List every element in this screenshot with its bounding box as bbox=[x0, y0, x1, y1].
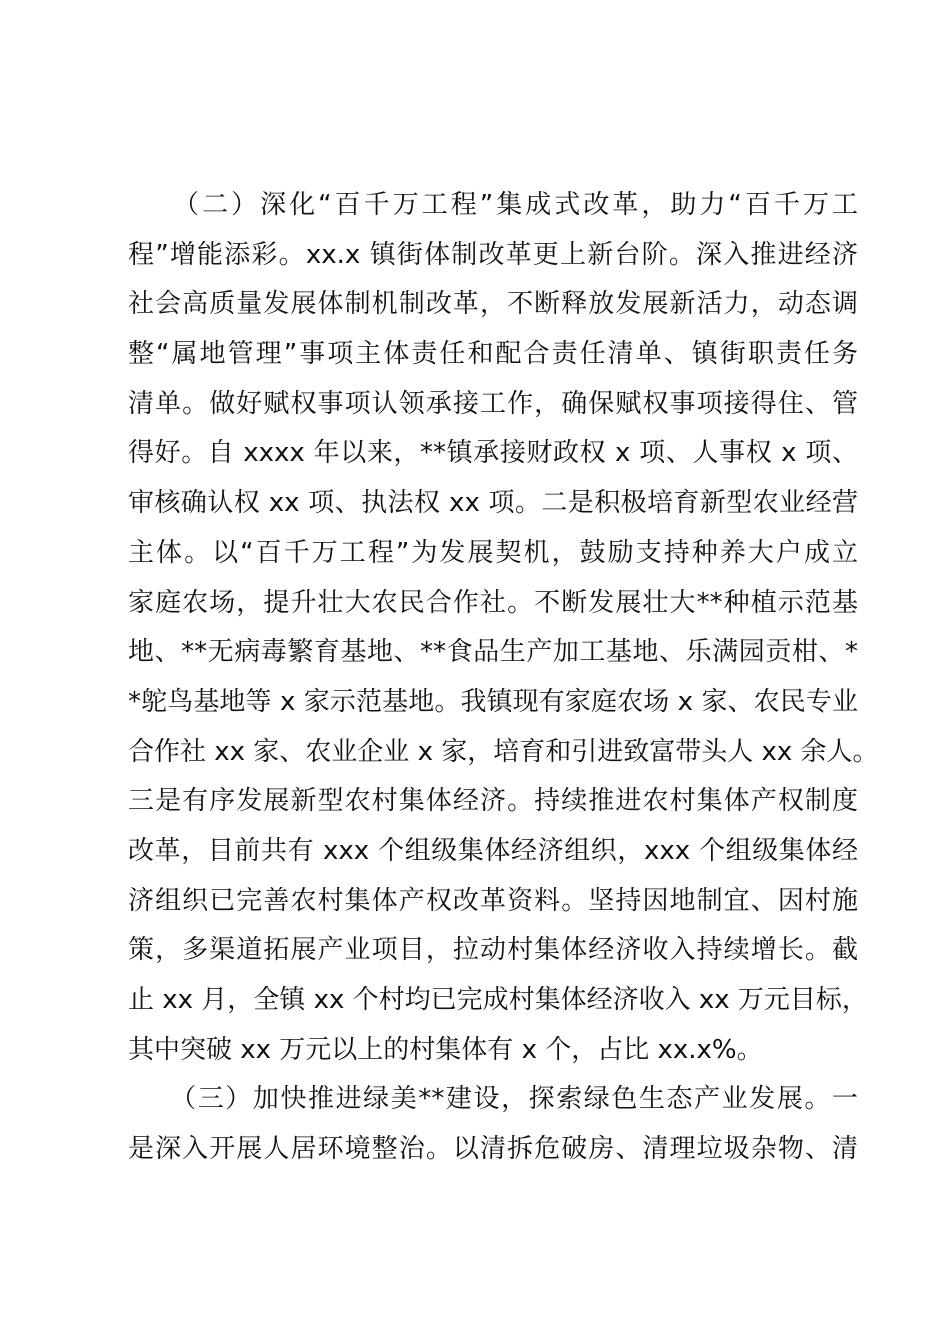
text-line: 其中突破 xx 万元以上的村集体有 x 个，占比 xx.x%。 bbox=[128, 1034, 763, 1065]
text-line: *鸵鸟基地等 x 家示范基地。我镇现有家庭农场 x 家、农民专业 bbox=[128, 686, 858, 717]
text-line: 地、**无病毒繁育基地、**食品生产加工基地、乐满园贡柑、* bbox=[128, 637, 858, 668]
text-line: 清单。做好赋权事项认领承接工作，确保赋权事项接得住、管 bbox=[128, 388, 858, 419]
text-line: （三）加快推进绿美**建设，探索绿色生态产业发展。一 bbox=[128, 1084, 858, 1115]
text-line: 策，多渠道拓展产业项目，拉动村集体经济收入持续增长。截 bbox=[128, 935, 858, 966]
paragraph bbox=[128, 181, 879, 1075]
text-line: （二）深化“百千万工程”集成式改革，助力“百千万工 bbox=[128, 190, 858, 220]
text-line: 程”增能添彩。xx.x 镇街体制改革更上新台阶。深入推进经济 bbox=[128, 239, 858, 270]
text-line: 是深入开展人居环境整治。以清拆危破房、清理垃圾杂物、清 bbox=[128, 1134, 858, 1165]
text-line: 审核确认权 xx 项、执法权 xx 项。二是积极培育新型农业经营 bbox=[128, 488, 858, 519]
text-line: 改革，目前共有 xxx 个组级集体经济组织，xxx 个组级集体经 bbox=[128, 835, 858, 866]
text-line: 社会高质量发展体制机制改革，不断释放发展新活力，动态调 bbox=[128, 289, 858, 320]
text-line: 得好。自 xxxx 年以来，**镇承接财政权 x 项、人事权 x 项、 bbox=[128, 438, 858, 469]
document-body bbox=[128, 181, 879, 1175]
text-line: 合作社 xx 家、农业企业 x 家，培育和引进致富带头人 xx 余人。 bbox=[128, 736, 879, 767]
text-line: 止 xx 月，全镇 xx 个村均已完成村集体经济收入 xx 万元目标， bbox=[128, 985, 868, 1015]
text-line: 三是有序发展新型农村集体经济。持续推进农村集体产权制度 bbox=[128, 786, 858, 817]
text-line: 主体。以“百千万工程”为发展契机，鼓励支持种养大户成立 bbox=[128, 537, 858, 568]
text-line: 整“属地管理”事项主体责任和配合责任清单、镇街职责任务 bbox=[128, 339, 858, 370]
text-line: 家庭农场，提升壮大农民合作社。不断发展壮大**种植示范基 bbox=[128, 587, 858, 618]
paragraph bbox=[128, 1075, 858, 1174]
text-line: 济组织已完善农村集体产权改革资料。坚持因地制宜、因村施 bbox=[128, 885, 858, 916]
